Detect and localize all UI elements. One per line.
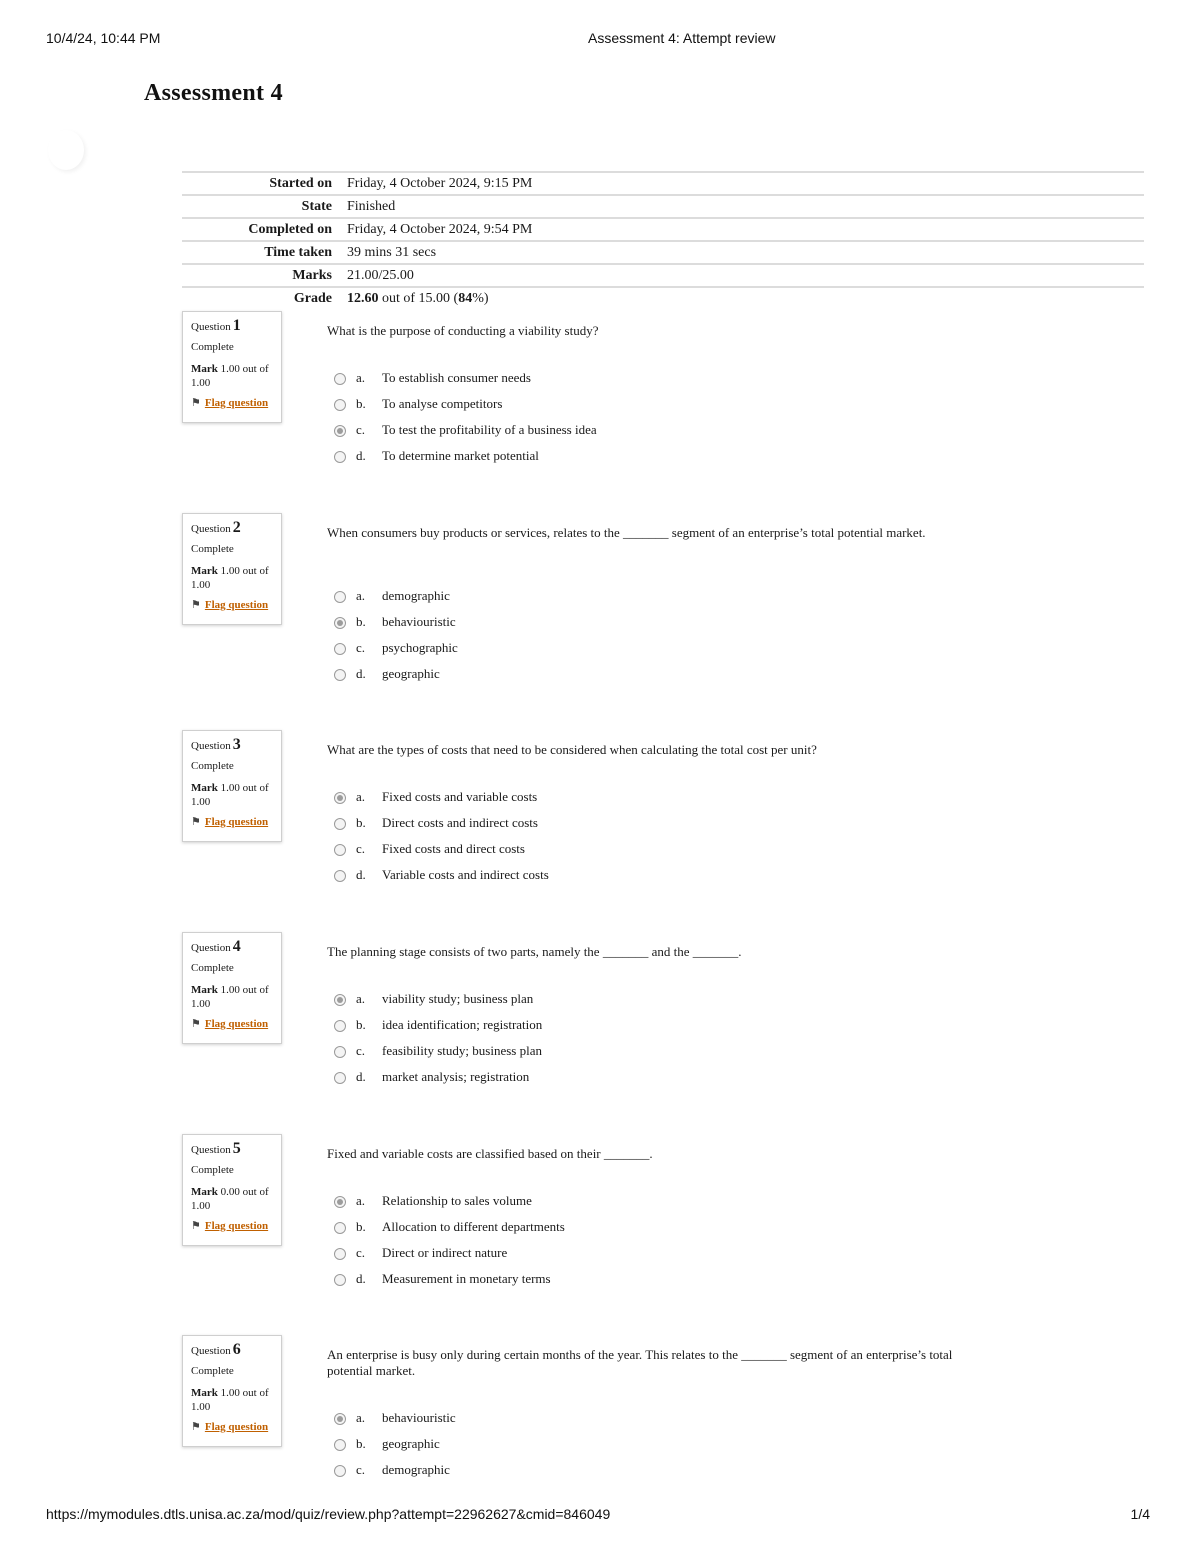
answer-letter: c. <box>356 1462 366 1477</box>
mark-value: 1.00 <box>220 984 240 996</box>
answer-letter: b. <box>356 1436 366 1451</box>
answer-radio[interactable] <box>334 1046 346 1058</box>
answer-letter: a. <box>356 1410 366 1425</box>
grade-score: 12.60 <box>347 291 379 306</box>
question-info-box <box>182 932 282 1044</box>
flag-icon: ⚑ <box>191 1220 201 1232</box>
grade-percent-suffix: %) <box>472 291 489 306</box>
answer-radio[interactable] <box>334 844 346 856</box>
question-info-box <box>182 1335 282 1447</box>
question-grade <box>191 781 281 809</box>
question-number <box>191 319 281 334</box>
answer-letter: a. <box>356 789 366 804</box>
answer-radio[interactable] <box>334 669 346 681</box>
question-text: An enterprise is busy only during certain months of the year. This relates to the _______ segment of an enterprise’s total potential market. <box>327 1347 953 1378</box>
question-state: Complete <box>191 543 234 555</box>
answer-radio[interactable] <box>334 1413 346 1425</box>
print-page-title: Assessment 4: Attempt review <box>588 30 776 46</box>
question-block <box>182 932 1152 1112</box>
question-number-value: 3 <box>232 736 241 753</box>
answer-text: Allocation to different departments <box>382 1219 565 1234</box>
summary-row <box>182 287 1144 309</box>
question-grade <box>191 1386 281 1414</box>
answer-letter: d. <box>356 666 366 681</box>
answer-letter: c. <box>356 422 366 437</box>
flag-icon: ⚑ <box>191 599 201 611</box>
answer-text: behaviouristic <box>382 614 456 629</box>
grade-out-of: out of 15.00 ( <box>378 291 459 306</box>
question-grade <box>191 362 281 390</box>
question-grade <box>191 564 281 592</box>
mark-suffix: out of <box>242 782 269 794</box>
answer-text: To test the profitability of a business idea <box>382 422 597 437</box>
answer-radio[interactable] <box>334 425 346 437</box>
grade-percent: 84 <box>458 291 473 306</box>
summary-row <box>182 218 1144 241</box>
print-header <box>46 30 1154 50</box>
mark-value: 1.00 <box>220 363 240 375</box>
mark-prefix: Mark <box>191 1387 218 1399</box>
question-text: When consumers buy products or services, relates to the _______ segment of an enterprise’s total potential market. <box>327 525 926 540</box>
question-number <box>191 521 281 536</box>
summary-value: Friday, 4 October 2024, 9:15 PM <box>347 172 1144 195</box>
summary-row <box>182 241 1144 264</box>
answer-letter: c. <box>356 1245 366 1260</box>
answer-radio[interactable] <box>334 870 346 882</box>
summary-label: Time taken <box>182 241 347 264</box>
answer-text: Direct costs and indirect costs <box>382 815 538 830</box>
answer-letter: a. <box>356 370 366 385</box>
question-label: Question <box>191 1345 231 1357</box>
answer-radio[interactable] <box>334 1020 346 1032</box>
answer-letter: d. <box>356 1069 366 1084</box>
question-grade <box>191 1185 281 1213</box>
answer-radio[interactable] <box>334 1072 346 1084</box>
answer-radio[interactable] <box>334 373 346 385</box>
answer-text: Fixed costs and direct costs <box>382 841 525 856</box>
flag-question-link[interactable]: Flag question <box>204 599 269 611</box>
mark-max: 1.00 <box>191 796 211 808</box>
answer-letter: a. <box>356 991 366 1006</box>
answer-text: To analyse competitors <box>382 396 503 411</box>
question-text: What is the purpose of conducting a viability study? <box>327 323 599 338</box>
question-state: Complete <box>191 760 234 772</box>
question-block <box>182 1335 1152 1515</box>
summary-label: Started on <box>182 172 347 195</box>
mark-max: 1.00 <box>191 377 211 389</box>
question-state: Complete <box>191 962 234 974</box>
question-number-value: 6 <box>232 1341 241 1358</box>
answer-letter: c. <box>356 640 366 655</box>
answer-radio[interactable] <box>334 1465 346 1477</box>
mark-suffix: out of <box>242 984 269 996</box>
summary-value: Friday, 4 October 2024, 9:54 PM <box>347 218 1144 241</box>
mark-value: 1.00 <box>220 1387 240 1399</box>
answer-radio[interactable] <box>334 643 346 655</box>
question-text: What are the types of costs that need to be considered when calculating the total cost per unit? <box>327 742 817 757</box>
summary-label: Completed on <box>182 218 347 241</box>
answer-text: demographic <box>382 588 450 603</box>
question-grade <box>191 983 281 1011</box>
question-block <box>182 513 1152 693</box>
flag-question <box>191 1017 281 1031</box>
mark-prefix: Mark <box>191 565 218 577</box>
question-number-value: 1 <box>232 317 241 334</box>
question-label: Question <box>191 1144 231 1156</box>
summary-value: 21.00/25.00 <box>347 264 1144 287</box>
answer-letter: b. <box>356 815 366 830</box>
mark-prefix: Mark <box>191 363 218 375</box>
mark-prefix: Mark <box>191 1186 218 1198</box>
question-number <box>191 940 281 955</box>
answer-radio[interactable] <box>334 591 346 603</box>
mark-suffix: out of <box>242 565 269 577</box>
answer-text: geographic <box>382 1436 440 1451</box>
answer-letter: b. <box>356 1017 366 1032</box>
answer-radio[interactable] <box>334 994 346 1006</box>
question-info-box <box>182 311 282 423</box>
summary-row <box>182 195 1144 218</box>
question-block <box>182 730 1152 910</box>
question-text: Fixed and variable costs are classified based on their _______. <box>327 1146 653 1161</box>
print-datetime: 10/4/24, 10:44 PM <box>46 30 161 46</box>
answer-text: Measurement in monetary terms <box>382 1271 551 1286</box>
question-block <box>182 1134 1152 1314</box>
question-block <box>182 311 1152 491</box>
answer-text: Variable costs and indirect costs <box>382 867 549 882</box>
question-number <box>191 1142 281 1157</box>
question-label: Question <box>191 321 231 333</box>
answer-text: To determine market potential <box>382 448 539 463</box>
flag-icon: ⚑ <box>191 397 201 409</box>
flag-question-link[interactable]: Flag question <box>204 1421 269 1433</box>
answer-radio[interactable] <box>334 399 346 411</box>
answer-letter: d. <box>356 448 366 463</box>
answer-text: viability study; business plan <box>382 991 534 1006</box>
question-label: Question <box>191 523 231 535</box>
flag-question-link[interactable]: Flag question <box>204 1220 269 1232</box>
answer-radio[interactable] <box>334 617 346 629</box>
print-footer <box>46 1506 1154 1526</box>
print-url: https://mymodules.dtls.unisa.ac.za/mod/quiz/review.php?attempt=22962627&cmid=846049 <box>46 1506 611 1522</box>
mark-max: 1.00 <box>191 998 211 1010</box>
summary-label: State <box>182 195 347 218</box>
question-number <box>191 1343 281 1358</box>
mark-suffix: out of <box>242 1186 269 1198</box>
question-info-box <box>182 1134 282 1246</box>
grade-value <box>347 287 1144 309</box>
answer-text: geographic <box>382 666 440 681</box>
mark-value: 1.00 <box>220 782 240 794</box>
question-state: Complete <box>191 1365 234 1377</box>
answer-letter: d. <box>356 1271 366 1286</box>
answer-radio[interactable] <box>334 1274 346 1286</box>
question-number-value: 2 <box>232 519 241 536</box>
answer-letter: a. <box>356 588 366 603</box>
flag-icon: ⚑ <box>191 1421 201 1433</box>
flag-question-link[interactable]: Flag question <box>204 397 269 409</box>
answer-radio[interactable] <box>334 1439 346 1451</box>
flag-question <box>191 815 281 829</box>
answer-radio[interactable] <box>334 818 346 830</box>
print-page-number: 1/4 <box>1130 1506 1150 1522</box>
answer-text: feasibility study; business plan <box>382 1043 542 1058</box>
answer-letter: a. <box>356 1193 366 1208</box>
answer-letter: d. <box>356 867 366 882</box>
answer-text: psychographic <box>382 640 458 655</box>
answer-radio[interactable] <box>334 451 346 463</box>
question-info-box <box>182 730 282 842</box>
mark-value: 1.00 <box>220 565 240 577</box>
question-number <box>191 738 281 753</box>
page-title: Assessment 4 <box>144 80 283 106</box>
mark-max: 1.00 <box>191 1200 211 1212</box>
ghost-circle-icon <box>48 130 84 170</box>
mark-suffix: out of <box>242 1387 269 1399</box>
summary-row <box>182 172 1144 195</box>
answer-radio[interactable] <box>334 1222 346 1234</box>
mark-prefix: Mark <box>191 782 218 794</box>
summary-value: Finished <box>347 195 1144 218</box>
question-state: Complete <box>191 341 234 353</box>
answer-letter: b. <box>356 396 366 411</box>
answer-letter: b. <box>356 614 366 629</box>
flag-question <box>191 1219 281 1233</box>
mark-suffix: out of <box>242 363 269 375</box>
answer-letter: c. <box>356 1043 366 1058</box>
answer-text: Relationship to sales volume <box>382 1193 532 1208</box>
question-number-value: 5 <box>232 1140 241 1157</box>
mark-max: 1.00 <box>191 1401 211 1413</box>
flag-question <box>191 396 281 410</box>
answer-radio[interactable] <box>334 1196 346 1208</box>
summary-value: 39 mins 31 secs <box>347 241 1144 264</box>
answer-letter: c. <box>356 841 366 856</box>
question-state: Complete <box>191 1164 234 1176</box>
question-number-value: 4 <box>232 938 241 955</box>
answer-text: market analysis; registration <box>382 1069 530 1084</box>
attempt-summary-table <box>182 171 1144 309</box>
flag-icon: ⚑ <box>191 816 201 828</box>
summary-label: Grade <box>182 287 347 309</box>
question-text: The planning stage consists of two parts, namely the _______ and the _______. <box>327 944 742 959</box>
mark-value: 0.00 <box>220 1186 240 1198</box>
mark-prefix: Mark <box>191 984 218 996</box>
answer-text: Fixed costs and variable costs <box>382 789 538 804</box>
mark-max: 1.00 <box>191 579 211 591</box>
question-info-box <box>182 513 282 625</box>
answer-text: Direct or indirect nature <box>382 1245 508 1260</box>
flag-question <box>191 598 281 612</box>
flag-icon: ⚑ <box>191 1018 201 1030</box>
question-label: Question <box>191 740 231 752</box>
answer-radio[interactable] <box>334 792 346 804</box>
answer-letter: b. <box>356 1219 366 1234</box>
question-label: Question <box>191 942 231 954</box>
flag-question-link[interactable]: Flag question <box>204 1018 269 1030</box>
flag-question <box>191 1420 281 1434</box>
answer-radio[interactable] <box>334 1248 346 1260</box>
answer-text: To establish consumer needs <box>382 370 531 385</box>
answer-text: behaviouristic <box>382 1410 456 1425</box>
answer-text: idea identification; registration <box>382 1017 543 1032</box>
flag-question-link[interactable]: Flag question <box>204 816 269 828</box>
answer-text: demographic <box>382 1462 450 1477</box>
summary-label: Marks <box>182 264 347 287</box>
summary-row <box>182 264 1144 287</box>
